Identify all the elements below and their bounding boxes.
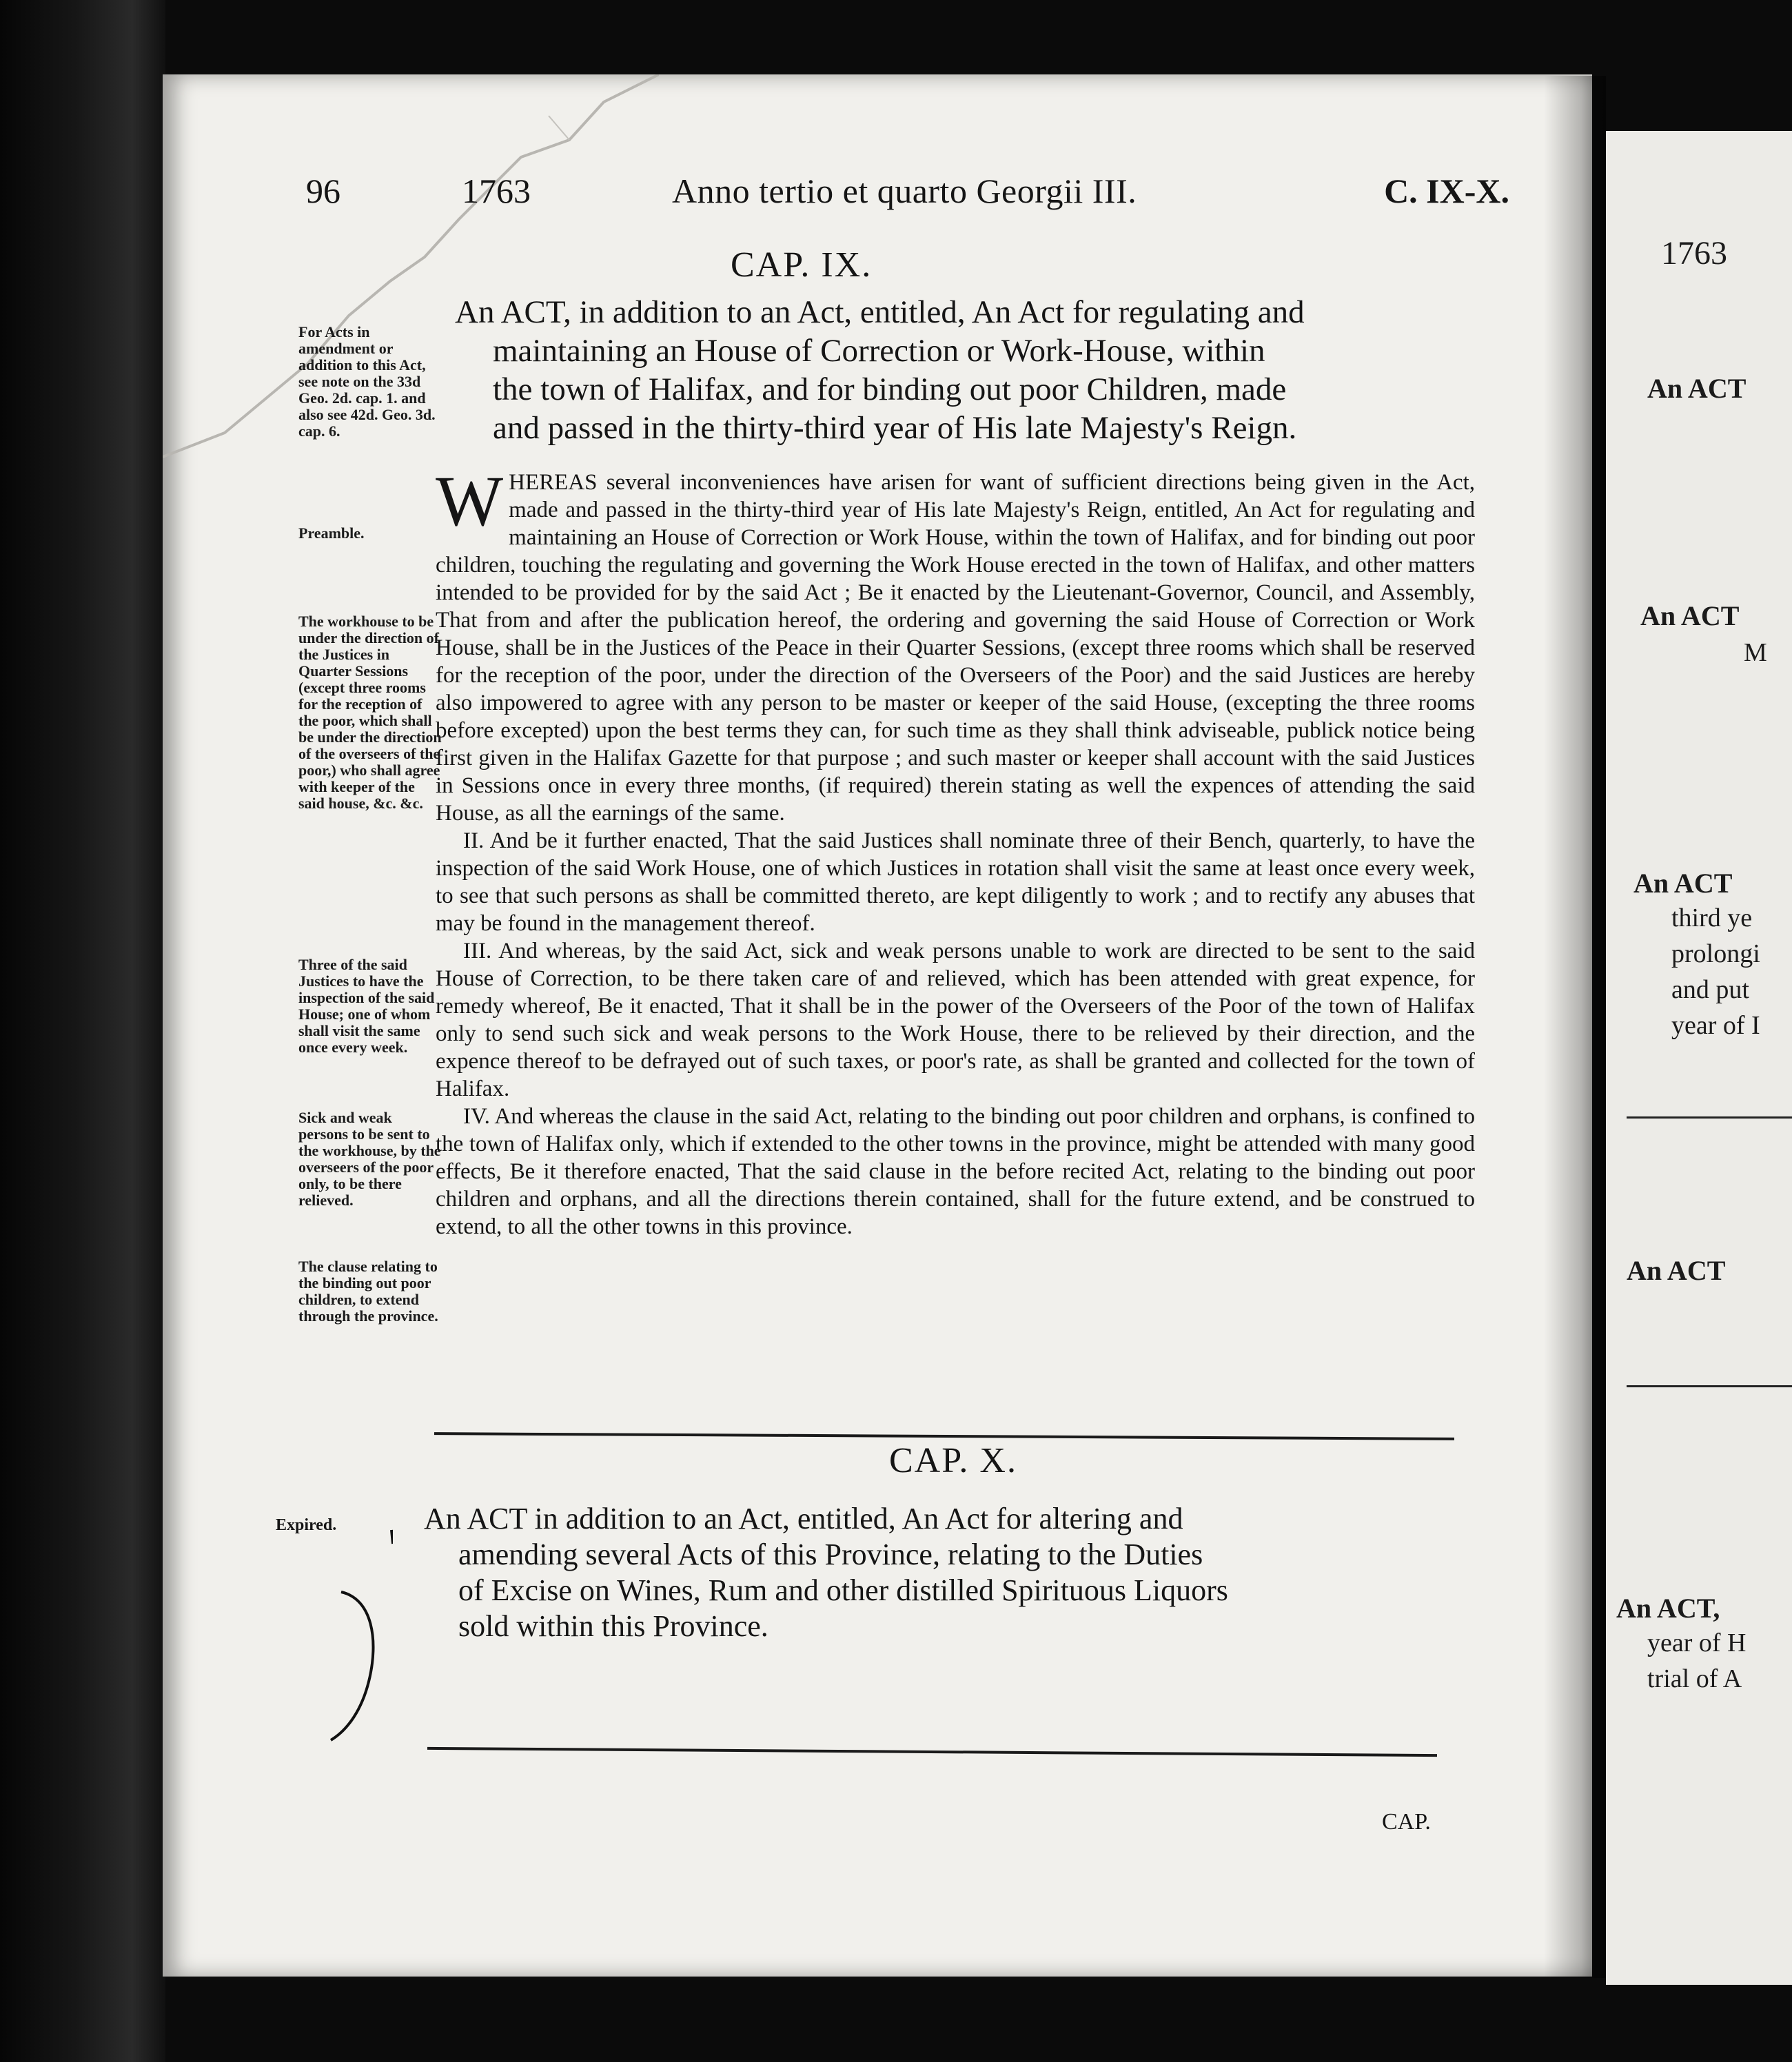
page-number: 96 xyxy=(306,172,340,210)
margin-note-inspection: Three of the said Justices to have the inspection of the said House; one of whom shall visit the same once every week. xyxy=(298,956,435,1056)
right-page-fragment: year of H xyxy=(1647,1629,1747,1657)
cap-x-title xyxy=(424,1501,1451,1644)
book-binding xyxy=(0,0,165,2062)
margin-note-sick-persons: Sick and weak persons to be sent to the workhouse, by the overseers of the poor only, to be there relieved. xyxy=(298,1109,441,1209)
running-head-year: 1763 xyxy=(462,172,531,210)
cap-x-title-line: An ACT in addition to an Act, entitled, An Act for altering and xyxy=(424,1502,1183,1535)
right-page-act-label: An ACT xyxy=(1627,1255,1726,1286)
handwritten-bracket xyxy=(324,1516,393,1744)
right-page-fragment: third ye xyxy=(1671,904,1753,932)
margin-note-expired: Expired. xyxy=(276,1516,337,1534)
cap-x-title-line: amending several Acts of this Province, relating to the Duties xyxy=(458,1538,1203,1571)
right-page-fragment: and put xyxy=(1671,975,1749,1004)
running-head xyxy=(296,171,1509,219)
cap-x-heading: CAP. X. xyxy=(889,1441,1017,1480)
preamble-text: HEREAS several inconveniences have arisen for want of sufficient directions being given in the Act, made and passed in the thirty-third year of His late Majesty's Reign, entitled, An Act for regulating and maintaining an House of Correction or Work House, within the town of Halifax, and for binding out poor children, touching the regulating and governing the Work House erected in the town of Halifax, and other matters intended to be provided for by the said Act ; Be it enacted by the Lieutenant-Governor, Council, and Assembly, That from and after the publication hereof, the ordering and governing the said House of Correction or Work House, shall be in the Justices of the Peace in their Quarter Sessions, (except three rooms which shall be reserved for the reception of the poor, under the direction of the Overseers of the Poor) and the said Justices are hereby also impowered to agree with any person to be master or keeper of the said House, (excepting the three rooms before excepted) upon the best terms they can, for such time as they shall think adviseable, publick notice being first given in the Halifax Gazette for that purpose ; and such master or keeper shall account with the said Justices in Sessions once in every three months, (if required) therein stating as well the expences of attending the said House, as all the earnings of the same. xyxy=(436,470,1475,826)
right-page-rule xyxy=(1627,1116,1792,1119)
margin-note-workhouse: The workhouse to be under the direction of the Justices in Quarter Sessions (except three rooms for the reception of the poor, which shall be under the direction of the overseers of the poor,) who shall agree with keeper of the said house, &c. &c. xyxy=(298,613,442,812)
cap-ix-title-line: and passed in the thirty-third year of His late Majesty's Reign. xyxy=(493,410,1297,446)
cap-x-title-line: of Excise on Wines, Rum and other distilled Spirituous Liquors xyxy=(458,1573,1228,1607)
right-page-year: 1763 xyxy=(1661,235,1727,272)
right-page-rule xyxy=(1627,1385,1792,1387)
right-page-act-label: An ACT xyxy=(1633,868,1733,899)
right-page-act-label: An ACT xyxy=(1647,373,1747,404)
right-page-act-label: An ACT xyxy=(1640,600,1740,631)
right-page xyxy=(1606,131,1792,1985)
margin-note-amendments: For Acts in amendment or addition to this Act, see note on the 33d Geo. 2d. cap. 1. and also see 42d. Geo. 3d. cap. 6. xyxy=(298,323,436,440)
catchword: CAP. xyxy=(1382,1809,1431,1835)
section-ii: II. And be it further enacted, That the said Justices shall nominate three of their Bench, quarterly, to have the inspection of the said Work House, one of which Justices in rotation shall visit the same at least once every week, to see that such persons as shall be committed thereto, are kept diligently to work ; and to rectify any abuses that may be found in the management thereof. xyxy=(436,828,1475,936)
right-page-fragment: year of I xyxy=(1671,1011,1760,1040)
cap-ix-title-line: maintaining an House of Correction or Work-House, within xyxy=(493,333,1265,369)
cap-ix-title-line: the town of Halifax, and for binding out poor Children, made xyxy=(493,371,1287,407)
cap-x-title-line: sold within this Province. xyxy=(458,1609,768,1643)
right-page-act-label: An ACT, xyxy=(1616,1593,1720,1624)
section-iv: IV. And whereas the clause in the said Act, relating to the binding out poor children and orphans, is confined to the town of Halifax only, which if extended to the other towns in the province, might be attended with many good effects, Be it therefore enacted, That the said clause in the before recited Act, relating to the binding out poor children and orphans, and all the directions therein contained, shall for the future extend, and be construed to extend, to all the other towns in this province. xyxy=(436,1104,1475,1239)
section-iii: III. And whereas, by the said Act, sick and weak persons unable to work are directed to be sent to the said House of Correction, to be there taken care of and relieved, which has been attended with great expence, for remedy whereof, Be it enacted, That it shall be in the power of the Overseers of the Poor of the town of Halifax only to send such sick and weak persons to the Work House, there to be relieved by their direction, and the expence thereof to be defrayed out of such taxes, or poor's rate, as shall be granted and collected for the town of Halifax. xyxy=(436,939,1475,1101)
drop-cap: W xyxy=(436,462,504,541)
cap-ix-title xyxy=(455,293,1489,447)
running-head-title: Anno tertio et quarto Georgii III. xyxy=(672,172,1137,210)
right-page-fragment: M xyxy=(1744,638,1767,667)
running-head-chapters: C. IX-X. xyxy=(1384,172,1509,210)
cap-ix-title-line: An ACT, in addition to an Act, entitled, An Act for regulating and xyxy=(455,294,1305,330)
gutter-shadow xyxy=(1544,76,1606,1978)
right-page-fragment: trial of A xyxy=(1647,1664,1742,1693)
cap-ix-heading: CAP. IX. xyxy=(731,245,873,285)
preamble-paragraph xyxy=(436,462,1475,827)
margin-note-preamble: Preamble. xyxy=(298,524,365,542)
margin-note-binding-clause: The clause relating to the binding out poor children, to extend through the province. xyxy=(298,1258,438,1325)
right-page-fragment: prolongi xyxy=(1671,939,1760,968)
cap-ix-body xyxy=(436,462,1475,1241)
